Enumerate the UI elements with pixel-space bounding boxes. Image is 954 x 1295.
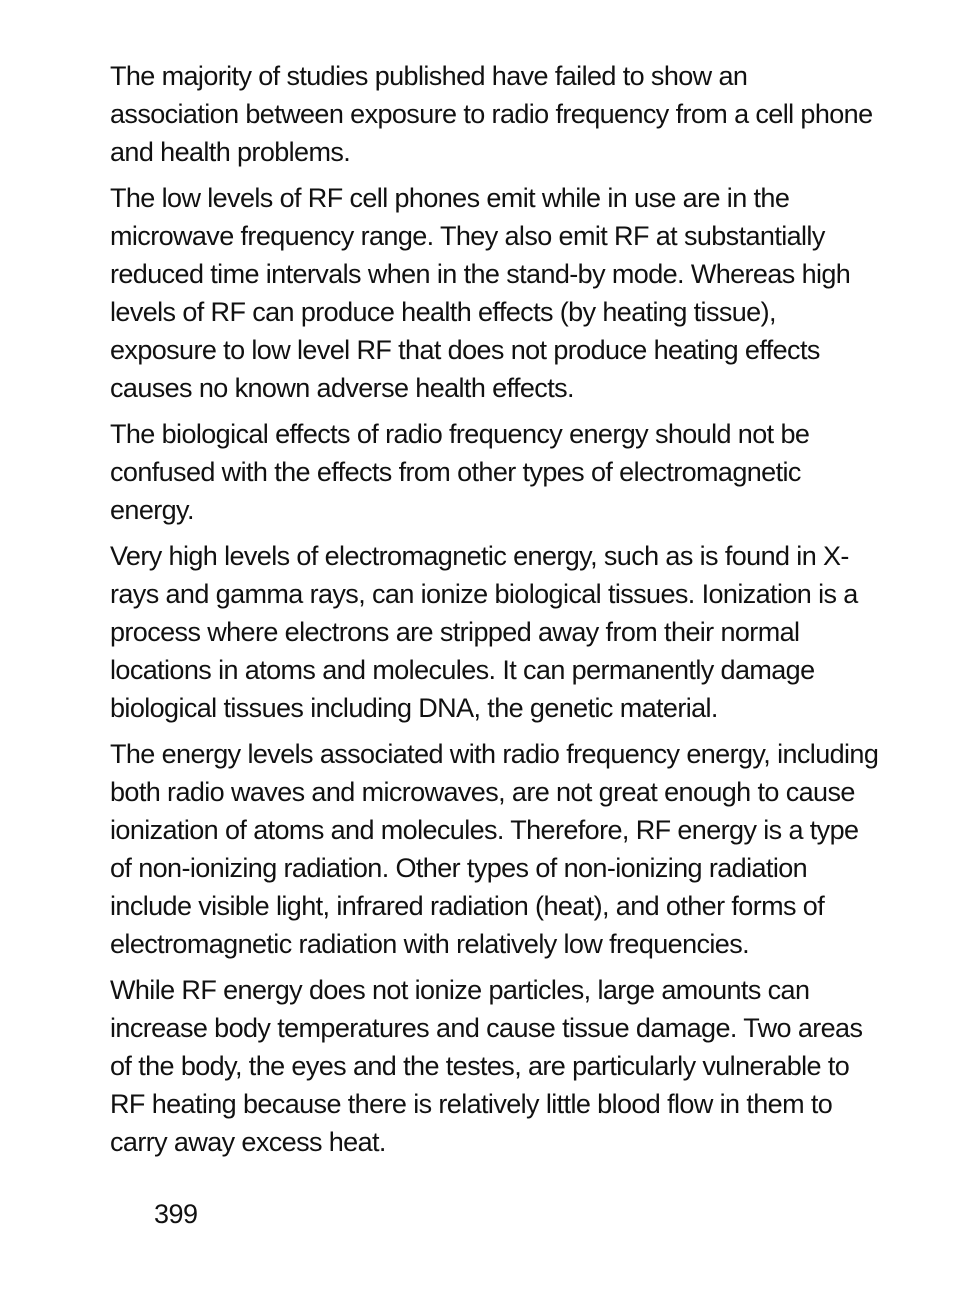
paragraph-ionization: Very high levels of electromagnetic energy, such as is found in X-rays and gamma rays, can ionize biological tissues. Ionization is a process where electrons are stripped away from their normal locations in atoms and molecules. It can permanently damage biological tissues including DNA, the genetic material.	[110, 541, 858, 723]
paragraph-rf-levels: The low levels of RF cell phones emit while in use are in the microwave frequency range. They also emit RF at substantially reduced time intervals when in the stand-by mode. Whereas high levels of RF can produce health effects (by heating tissue), exposure to low level RF that does not produce heating effects causes no known adverse health effects.	[110, 183, 851, 403]
page-number: 399	[154, 1199, 198, 1229]
paragraph-tissue-damage: While RF energy does not ionize particles, large amounts can increase body temperatures and cause tissue damage. Two areas of the body, the eyes and the testes, are particularly vulnerable to RF heating because there is relatively little blood flow in them to carry away excess heat.	[110, 975, 863, 1157]
paragraph-biological-effects: The biological effects of radio frequency energy should not be confused with the effects from other types of electromagnetic energy.	[110, 419, 810, 525]
paragraph-non-ionizing: The energy levels associated with radio frequency energy, including both radio waves and microwaves, are not great enough to cause ionization of atoms and molecules. Therefore, RF energy is a type of non-ionizing radiation. Other types of non-ionizing radiation include visible light, infrared radiation (heat), and other forms of electromagnetic radiation with relatively low frequencies.	[110, 739, 879, 959]
document-body	[110, 57, 880, 1169]
paragraph-rf-studies: The majority of studies published have failed to show an association between exposure to radio frequency from a cell phone and health problems.	[110, 61, 873, 167]
